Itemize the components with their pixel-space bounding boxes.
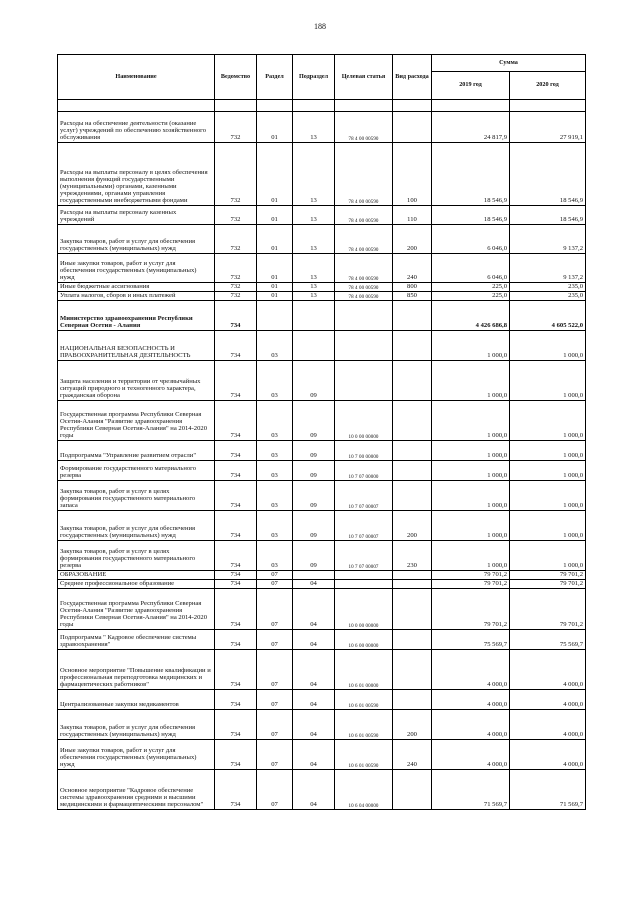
- row-2020: 1 000,0: [510, 511, 586, 541]
- row-exp-type: 240: [393, 254, 432, 283]
- table-row: [58, 292, 586, 301]
- row-name: Закупка товаров, работ и услуг в целях формирования государственного материального запаса: [58, 481, 215, 511]
- row-name: Подпрограмма "Управление развитием отрасли": [58, 441, 215, 461]
- row-2020: 4 000,0: [510, 710, 586, 740]
- page-number: 188: [314, 22, 326, 31]
- row-dept: 732: [215, 283, 257, 292]
- row-2020: 79 701,2: [510, 589, 586, 630]
- row-section: 03: [257, 401, 293, 441]
- row-2020: 1 000,0: [510, 541, 586, 571]
- row-dept: 734: [215, 630, 257, 650]
- header-dept: Ведомство: [215, 55, 257, 100]
- table-row: [58, 589, 586, 630]
- row-subsection: 13: [293, 283, 335, 292]
- row-2019: 4 000,0: [432, 690, 510, 710]
- row-target: 78 4 00 00590: [335, 283, 393, 292]
- row-name: Среднее профессиональное образование: [58, 580, 215, 589]
- row-target: 78 4 00 00590: [335, 225, 393, 254]
- row-section: 03: [257, 441, 293, 461]
- row-exp-type: [393, 589, 432, 630]
- row-subsection: [293, 571, 335, 580]
- row-section: 01: [257, 143, 293, 206]
- row-exp-type: 850: [393, 292, 432, 301]
- row-exp-type: [393, 361, 432, 401]
- table-row: [58, 441, 586, 461]
- row-dept: 734: [215, 401, 257, 441]
- header-sum: Сумма: [432, 55, 586, 72]
- row-exp-type: 100: [393, 143, 432, 206]
- row-section: 07: [257, 690, 293, 710]
- row-exp-type: [393, 650, 432, 690]
- row-section: 03: [257, 361, 293, 401]
- row-section: 07: [257, 770, 293, 810]
- row-section: 01: [257, 292, 293, 301]
- row-dept: 732: [215, 225, 257, 254]
- row-2019: 1 000,0: [432, 331, 510, 361]
- row-2020: 4 605 522,0: [510, 301, 586, 331]
- row-section: 01: [257, 254, 293, 283]
- row-subsection: 13: [293, 143, 335, 206]
- row-2020: 4 000,0: [510, 690, 586, 710]
- row-2019: 4 000,0: [432, 650, 510, 690]
- row-name: Централизованные закупки медикаментов: [58, 690, 215, 710]
- row-subsection: 09: [293, 461, 335, 481]
- row-2020: 235,0: [510, 292, 586, 301]
- row-target: 10 7 07 00007: [335, 481, 393, 511]
- row-2019: 1 000,0: [432, 511, 510, 541]
- table-row: [58, 112, 586, 143]
- row-target: 10 7 00 00000: [335, 441, 393, 461]
- row-2019: 225,0: [432, 292, 510, 301]
- row-2020: 79 701,2: [510, 571, 586, 580]
- row-subsection: 09: [293, 401, 335, 441]
- row-section: 03: [257, 461, 293, 481]
- row-target: 10 7 07 00000: [335, 461, 393, 481]
- table-row: [58, 770, 586, 810]
- table-body: [58, 112, 586, 810]
- row-dept: 734: [215, 301, 257, 331]
- row-2020: 1 000,0: [510, 481, 586, 511]
- row-subsection: 04: [293, 650, 335, 690]
- row-dept: 732: [215, 143, 257, 206]
- row-exp-type: [393, 630, 432, 650]
- row-2020: 9 137,2: [510, 254, 586, 283]
- row-subsection: [293, 301, 335, 331]
- row-2020: 4 000,0: [510, 650, 586, 690]
- row-target: [335, 331, 393, 361]
- row-2019: 1 000,0: [432, 461, 510, 481]
- row-dept: 734: [215, 541, 257, 571]
- row-2020: 1 000,0: [510, 401, 586, 441]
- row-dept: 734: [215, 690, 257, 710]
- table-row: [58, 740, 586, 770]
- table-row: [58, 630, 586, 650]
- row-exp-type: 800: [393, 283, 432, 292]
- table-row: [58, 206, 586, 225]
- row-name: Уплата налогов, сборов и иных платежей: [58, 292, 215, 301]
- row-name: Расходы на выплаты персоналу казенных учреждений: [58, 206, 215, 225]
- row-2019: 1 000,0: [432, 441, 510, 461]
- row-name: Расходы на обеспечение деятельности (оказание услуг) учреждений по обеспечению хозяйственного обслуживания: [58, 112, 215, 143]
- row-section: 03: [257, 511, 293, 541]
- row-2019: 75 569,7: [432, 630, 510, 650]
- row-2019: 4 000,0: [432, 710, 510, 740]
- row-target: 10 6 01 00590: [335, 740, 393, 770]
- row-target: 10 6 01 00590: [335, 710, 393, 740]
- table-row: [58, 710, 586, 740]
- row-name: Государственная программа Республики Северная Осетия-Алания "Развитие здравоохранения Республики Северная Осетия-Алания" на 2014-2020 годы: [58, 401, 215, 441]
- row-2019: 79 701,2: [432, 571, 510, 580]
- row-subsection: 04: [293, 690, 335, 710]
- row-dept: 734: [215, 481, 257, 511]
- row-2020: 27 919,1: [510, 112, 586, 143]
- row-subsection: 13: [293, 112, 335, 143]
- row-subsection: 13: [293, 206, 335, 225]
- row-dept: 734: [215, 589, 257, 630]
- table-row: [58, 650, 586, 690]
- row-dept: 734: [215, 740, 257, 770]
- row-2020: 4 000,0: [510, 740, 586, 770]
- row-section: 07: [257, 740, 293, 770]
- row-exp-type: [393, 481, 432, 511]
- row-target: 10 6 01 00590: [335, 690, 393, 710]
- row-2020: 79 701,2: [510, 580, 586, 589]
- row-section: 07: [257, 580, 293, 589]
- row-target: [335, 301, 393, 331]
- row-name: ОБРАЗОВАНИЕ: [58, 571, 215, 580]
- header-2019: 2019 год: [432, 72, 510, 100]
- row-2019: 1 000,0: [432, 541, 510, 571]
- row-target: [335, 361, 393, 401]
- row-name: Государственная программа Республики Северная Осетия-Алания "Развитие здравоохранения Республики Северная Осетия-Алания" на 2014-2020 годы: [58, 589, 215, 630]
- row-subsection: 04: [293, 630, 335, 650]
- row-exp-type: 110: [393, 206, 432, 225]
- row-target: 10 7 07 00007: [335, 511, 393, 541]
- row-section: 07: [257, 650, 293, 690]
- row-name: Основное мероприятие "Кадровое обеспечение системы здравоохранения средними и высшими медицинскими и фармацевтическими персоналом": [58, 770, 215, 810]
- row-section: 03: [257, 541, 293, 571]
- row-target: 78 4 00 00590: [335, 112, 393, 143]
- row-target: 78 4 00 00590: [335, 143, 393, 206]
- row-subsection: 09: [293, 361, 335, 401]
- row-target: 10 6 04 00000: [335, 770, 393, 810]
- row-2020: 1 000,0: [510, 331, 586, 361]
- row-name: Закупка товаров, работ и услуг в целях формирования государственного материального резерва: [58, 541, 215, 571]
- row-exp-type: [393, 461, 432, 481]
- row-2020: 71 569,7: [510, 770, 586, 810]
- header-exp-type: Вид расхода: [393, 55, 432, 100]
- row-dept: 734: [215, 710, 257, 740]
- row-dept: 734: [215, 770, 257, 810]
- row-section: 01: [257, 225, 293, 254]
- row-section: 07: [257, 710, 293, 740]
- row-dept: 734: [215, 441, 257, 461]
- row-dept: 732: [215, 254, 257, 283]
- row-name: Подпрограмма " Кадровое обеспечение системы здравоохранения": [58, 630, 215, 650]
- row-2019: 225,0: [432, 283, 510, 292]
- table-row: [58, 571, 586, 580]
- row-target: 10 7 07 00007: [335, 541, 393, 571]
- row-2019: 79 701,2: [432, 580, 510, 589]
- row-name: НАЦИОНАЛЬНАЯ БЕЗОПАСНОСТЬ И ПРАВООХРАНИТЕЛЬНАЯ ДЕЯТЕЛЬНОСТЬ: [58, 331, 215, 361]
- row-target: 10 0 00 00000: [335, 401, 393, 441]
- row-name: Расходы на выплаты персоналу в целях обеспечения выполнения функций государственными (муниципальными) органами, казенными учреждениями, органами управления государственными внебюджетными фондами: [58, 143, 215, 206]
- row-dept: 734: [215, 361, 257, 401]
- row-subsection: 09: [293, 441, 335, 461]
- row-subsection: 09: [293, 481, 335, 511]
- row-2019: 1 000,0: [432, 481, 510, 511]
- row-2019: 6 046,0: [432, 254, 510, 283]
- row-dept: 734: [215, 331, 257, 361]
- row-2020: 1 000,0: [510, 461, 586, 481]
- row-target: 10 6 01 00000: [335, 650, 393, 690]
- row-name: Иные закупки товаров, работ и услуг для обеспечения государственных (муниципальных) нужд: [58, 740, 215, 770]
- table-row: [58, 690, 586, 710]
- table-row: [58, 254, 586, 283]
- row-2020: 18 546,9: [510, 206, 586, 225]
- row-2019: 4 000,0: [432, 740, 510, 770]
- header-name: Наименование: [58, 55, 215, 100]
- row-target: [335, 580, 393, 589]
- row-2019: 79 701,2: [432, 589, 510, 630]
- row-2019: 71 569,7: [432, 770, 510, 810]
- row-2019: 6 046,0: [432, 225, 510, 254]
- row-exp-type: 200: [393, 511, 432, 541]
- row-section: 01: [257, 206, 293, 225]
- row-subsection: 04: [293, 580, 335, 589]
- row-dept: 734: [215, 571, 257, 580]
- row-exp-type: 200: [393, 225, 432, 254]
- row-target: [335, 571, 393, 580]
- row-2019: 18 546,9: [432, 143, 510, 206]
- row-2020: 9 137,2: [510, 225, 586, 254]
- row-exp-type: 230: [393, 541, 432, 571]
- row-dept: 734: [215, 580, 257, 589]
- row-subsection: 04: [293, 589, 335, 630]
- table-row: [58, 511, 586, 541]
- row-exp-type: [393, 571, 432, 580]
- table-row: [58, 331, 586, 361]
- row-exp-type: [393, 441, 432, 461]
- header-target: Целевая статья: [335, 55, 393, 100]
- row-subsection: 09: [293, 541, 335, 571]
- row-exp-type: 240: [393, 740, 432, 770]
- row-target: 78 4 00 00590: [335, 254, 393, 283]
- table-row: [58, 143, 586, 206]
- row-subsection: 04: [293, 740, 335, 770]
- row-section: 03: [257, 481, 293, 511]
- row-name: Формирование государственного материального резерва: [58, 461, 215, 481]
- row-exp-type: [393, 690, 432, 710]
- row-name: Министерство здравоохранения Республики Северная Осетия - Алания: [58, 301, 215, 331]
- row-target: 10 6 00 00000: [335, 630, 393, 650]
- row-section: 07: [257, 571, 293, 580]
- row-2019: 18 546,9: [432, 206, 510, 225]
- table-row: [58, 580, 586, 589]
- row-subsection: 13: [293, 225, 335, 254]
- row-exp-type: [393, 580, 432, 589]
- row-subsection: 04: [293, 710, 335, 740]
- header-section: Раздел: [257, 55, 293, 100]
- table-row: [58, 541, 586, 571]
- row-section: 07: [257, 589, 293, 630]
- row-name: Иные бюджетные ассигнования: [58, 283, 215, 292]
- row-exp-type: [393, 401, 432, 441]
- header-subsection: Подраздел: [293, 55, 335, 100]
- row-name: Иные закупки товаров, работ и услуг для обеспечения государственных (муниципальных) нужд: [58, 254, 215, 283]
- row-dept: 732: [215, 112, 257, 143]
- row-section: 03: [257, 331, 293, 361]
- table-row: [58, 481, 586, 511]
- row-name: Защита населения и территории от чрезвычайных ситуаций природного и техногенного характера, гражданская оборона: [58, 361, 215, 401]
- row-2019: 1 000,0: [432, 361, 510, 401]
- table-row: [58, 283, 586, 292]
- row-2020: 1 000,0: [510, 361, 586, 401]
- row-section: [257, 301, 293, 331]
- budget-table: [57, 54, 586, 810]
- row-dept: 732: [215, 206, 257, 225]
- row-2020: 1 000,0: [510, 441, 586, 461]
- row-2020: 18 546,9: [510, 143, 586, 206]
- table-row: [58, 301, 586, 331]
- table-row: [58, 401, 586, 441]
- row-name: Закупка товаров, работ и услуг для обеспечения государственных (муниципальных) нужд: [58, 710, 215, 740]
- row-name: Основное мероприятие "Повышение квалификации и профессиональная переподготовка медицинских и фармацевтических работников": [58, 650, 215, 690]
- row-dept: 734: [215, 461, 257, 481]
- row-exp-type: [393, 112, 432, 143]
- row-subsection: 13: [293, 292, 335, 301]
- row-section: 01: [257, 112, 293, 143]
- row-subsection: 09: [293, 511, 335, 541]
- table-row: [58, 461, 586, 481]
- row-section: 07: [257, 630, 293, 650]
- row-dept: 734: [215, 650, 257, 690]
- row-exp-type: [393, 301, 432, 331]
- header-2020: 2020 год: [510, 72, 586, 100]
- row-name: Закупка товаров, работ и услуг для обеспечения государственных (муниципальных) нужд: [58, 511, 215, 541]
- row-2020: 75 569,7: [510, 630, 586, 650]
- row-target: 78 4 00 00590: [335, 206, 393, 225]
- row-target: 78 4 00 00590: [335, 292, 393, 301]
- table-row: [58, 225, 586, 254]
- row-exp-type: [393, 331, 432, 361]
- row-subsection: 04: [293, 770, 335, 810]
- table-row: [58, 361, 586, 401]
- row-section: 01: [257, 283, 293, 292]
- row-exp-type: [393, 770, 432, 810]
- row-2020: 235,0: [510, 283, 586, 292]
- row-exp-type: 200: [393, 710, 432, 740]
- row-subsection: 13: [293, 254, 335, 283]
- row-dept: 734: [215, 511, 257, 541]
- row-dept: 732: [215, 292, 257, 301]
- row-target: 10 0 00 00000: [335, 589, 393, 630]
- row-2019: 24 817,9: [432, 112, 510, 143]
- row-subsection: [293, 331, 335, 361]
- row-2019: 1 000,0: [432, 401, 510, 441]
- row-2019: 4 426 686,8: [432, 301, 510, 331]
- row-name: Закупка товаров, работ и услуг для обеспечения государственных (муниципальных) нужд: [58, 225, 215, 254]
